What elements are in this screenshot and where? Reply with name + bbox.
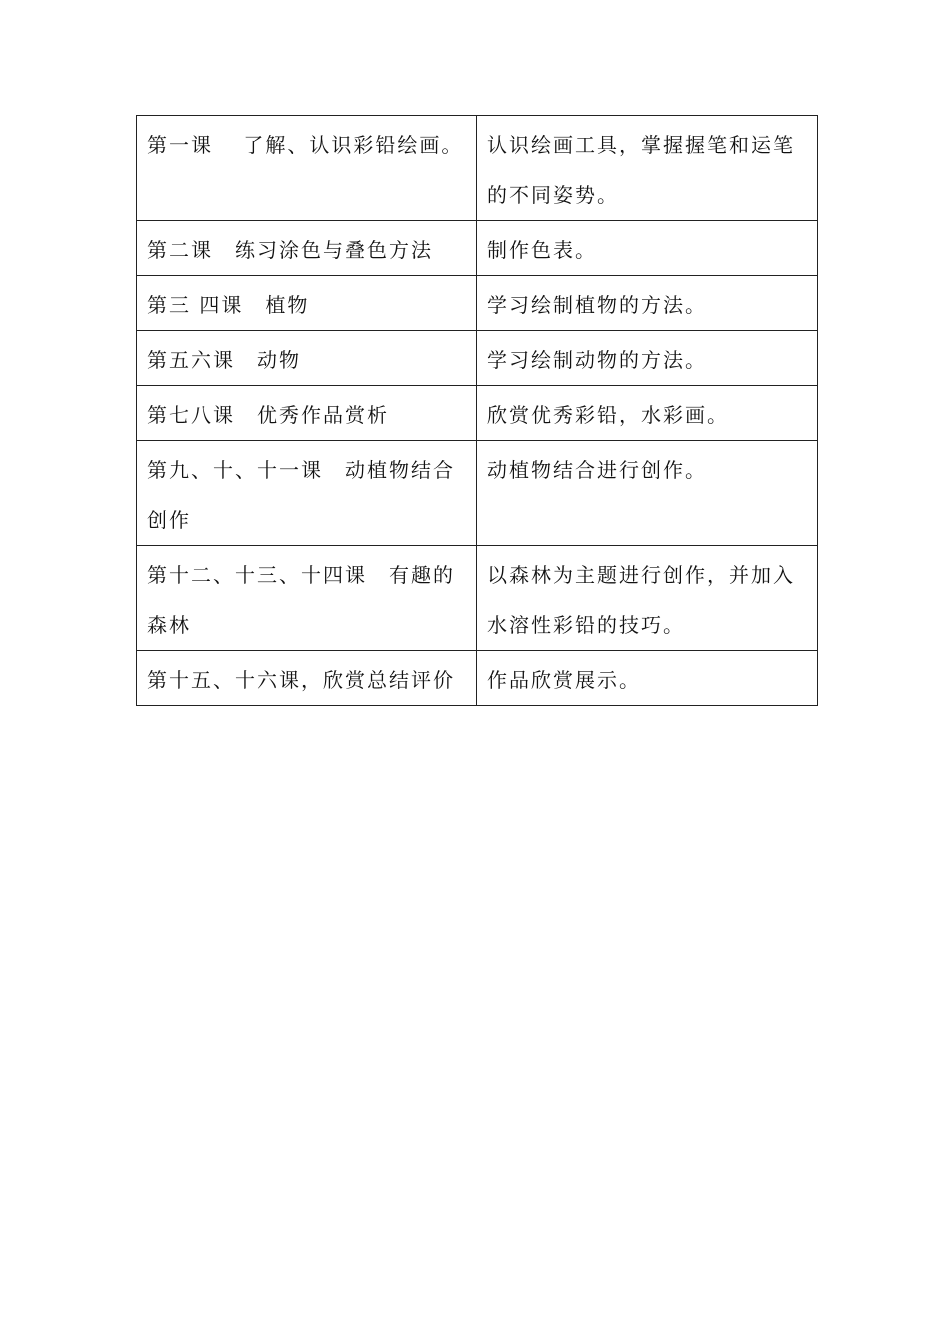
- table-row: [137, 546, 818, 651]
- table-row: [137, 116, 818, 221]
- lesson-plan-table: [136, 115, 818, 706]
- lesson-title-cell: 第十五、十六课，欣赏总结评价: [137, 651, 477, 706]
- lesson-content-cell: 认识绘画工具，掌握握笔和运笔的不同姿势。: [477, 116, 818, 221]
- lesson-content-cell: 以森林为主题进行创作，并加入水溶性彩铅的技巧。: [477, 546, 818, 651]
- lesson-content-cell: 制作色表。: [477, 221, 818, 276]
- table-row: [137, 651, 818, 706]
- lesson-content-cell: 作品欣赏展示。: [477, 651, 818, 706]
- lesson-title-cell: 第七八课 优秀作品赏析: [137, 386, 477, 441]
- lesson-title-cell: 第三 四课 植物: [137, 276, 477, 331]
- table-row: [137, 441, 818, 546]
- table-row: [137, 386, 818, 441]
- table-row: [137, 331, 818, 386]
- lesson-content-cell: 学习绘制植物的方法。: [477, 276, 818, 331]
- lesson-title-cell: 第二课 练习涂色与叠色方法: [137, 221, 477, 276]
- lesson-title-cell: 第五六课 动物: [137, 331, 477, 386]
- lesson-title-cell: 第十二、十三、十四课 有趣的森林: [137, 546, 477, 651]
- lesson-content-cell: 学习绘制动物的方法。: [477, 331, 818, 386]
- lesson-title-cell: 第一课 了解、认识彩铅绘画。: [137, 116, 477, 221]
- lesson-content-cell: 欣赏优秀彩铅，水彩画。: [477, 386, 818, 441]
- table-row: [137, 276, 818, 331]
- lesson-content-cell: 动植物结合进行创作。: [477, 441, 818, 546]
- table-row: [137, 221, 818, 276]
- lesson-title-cell: 第九、十、十一课 动植物结合创作: [137, 441, 477, 546]
